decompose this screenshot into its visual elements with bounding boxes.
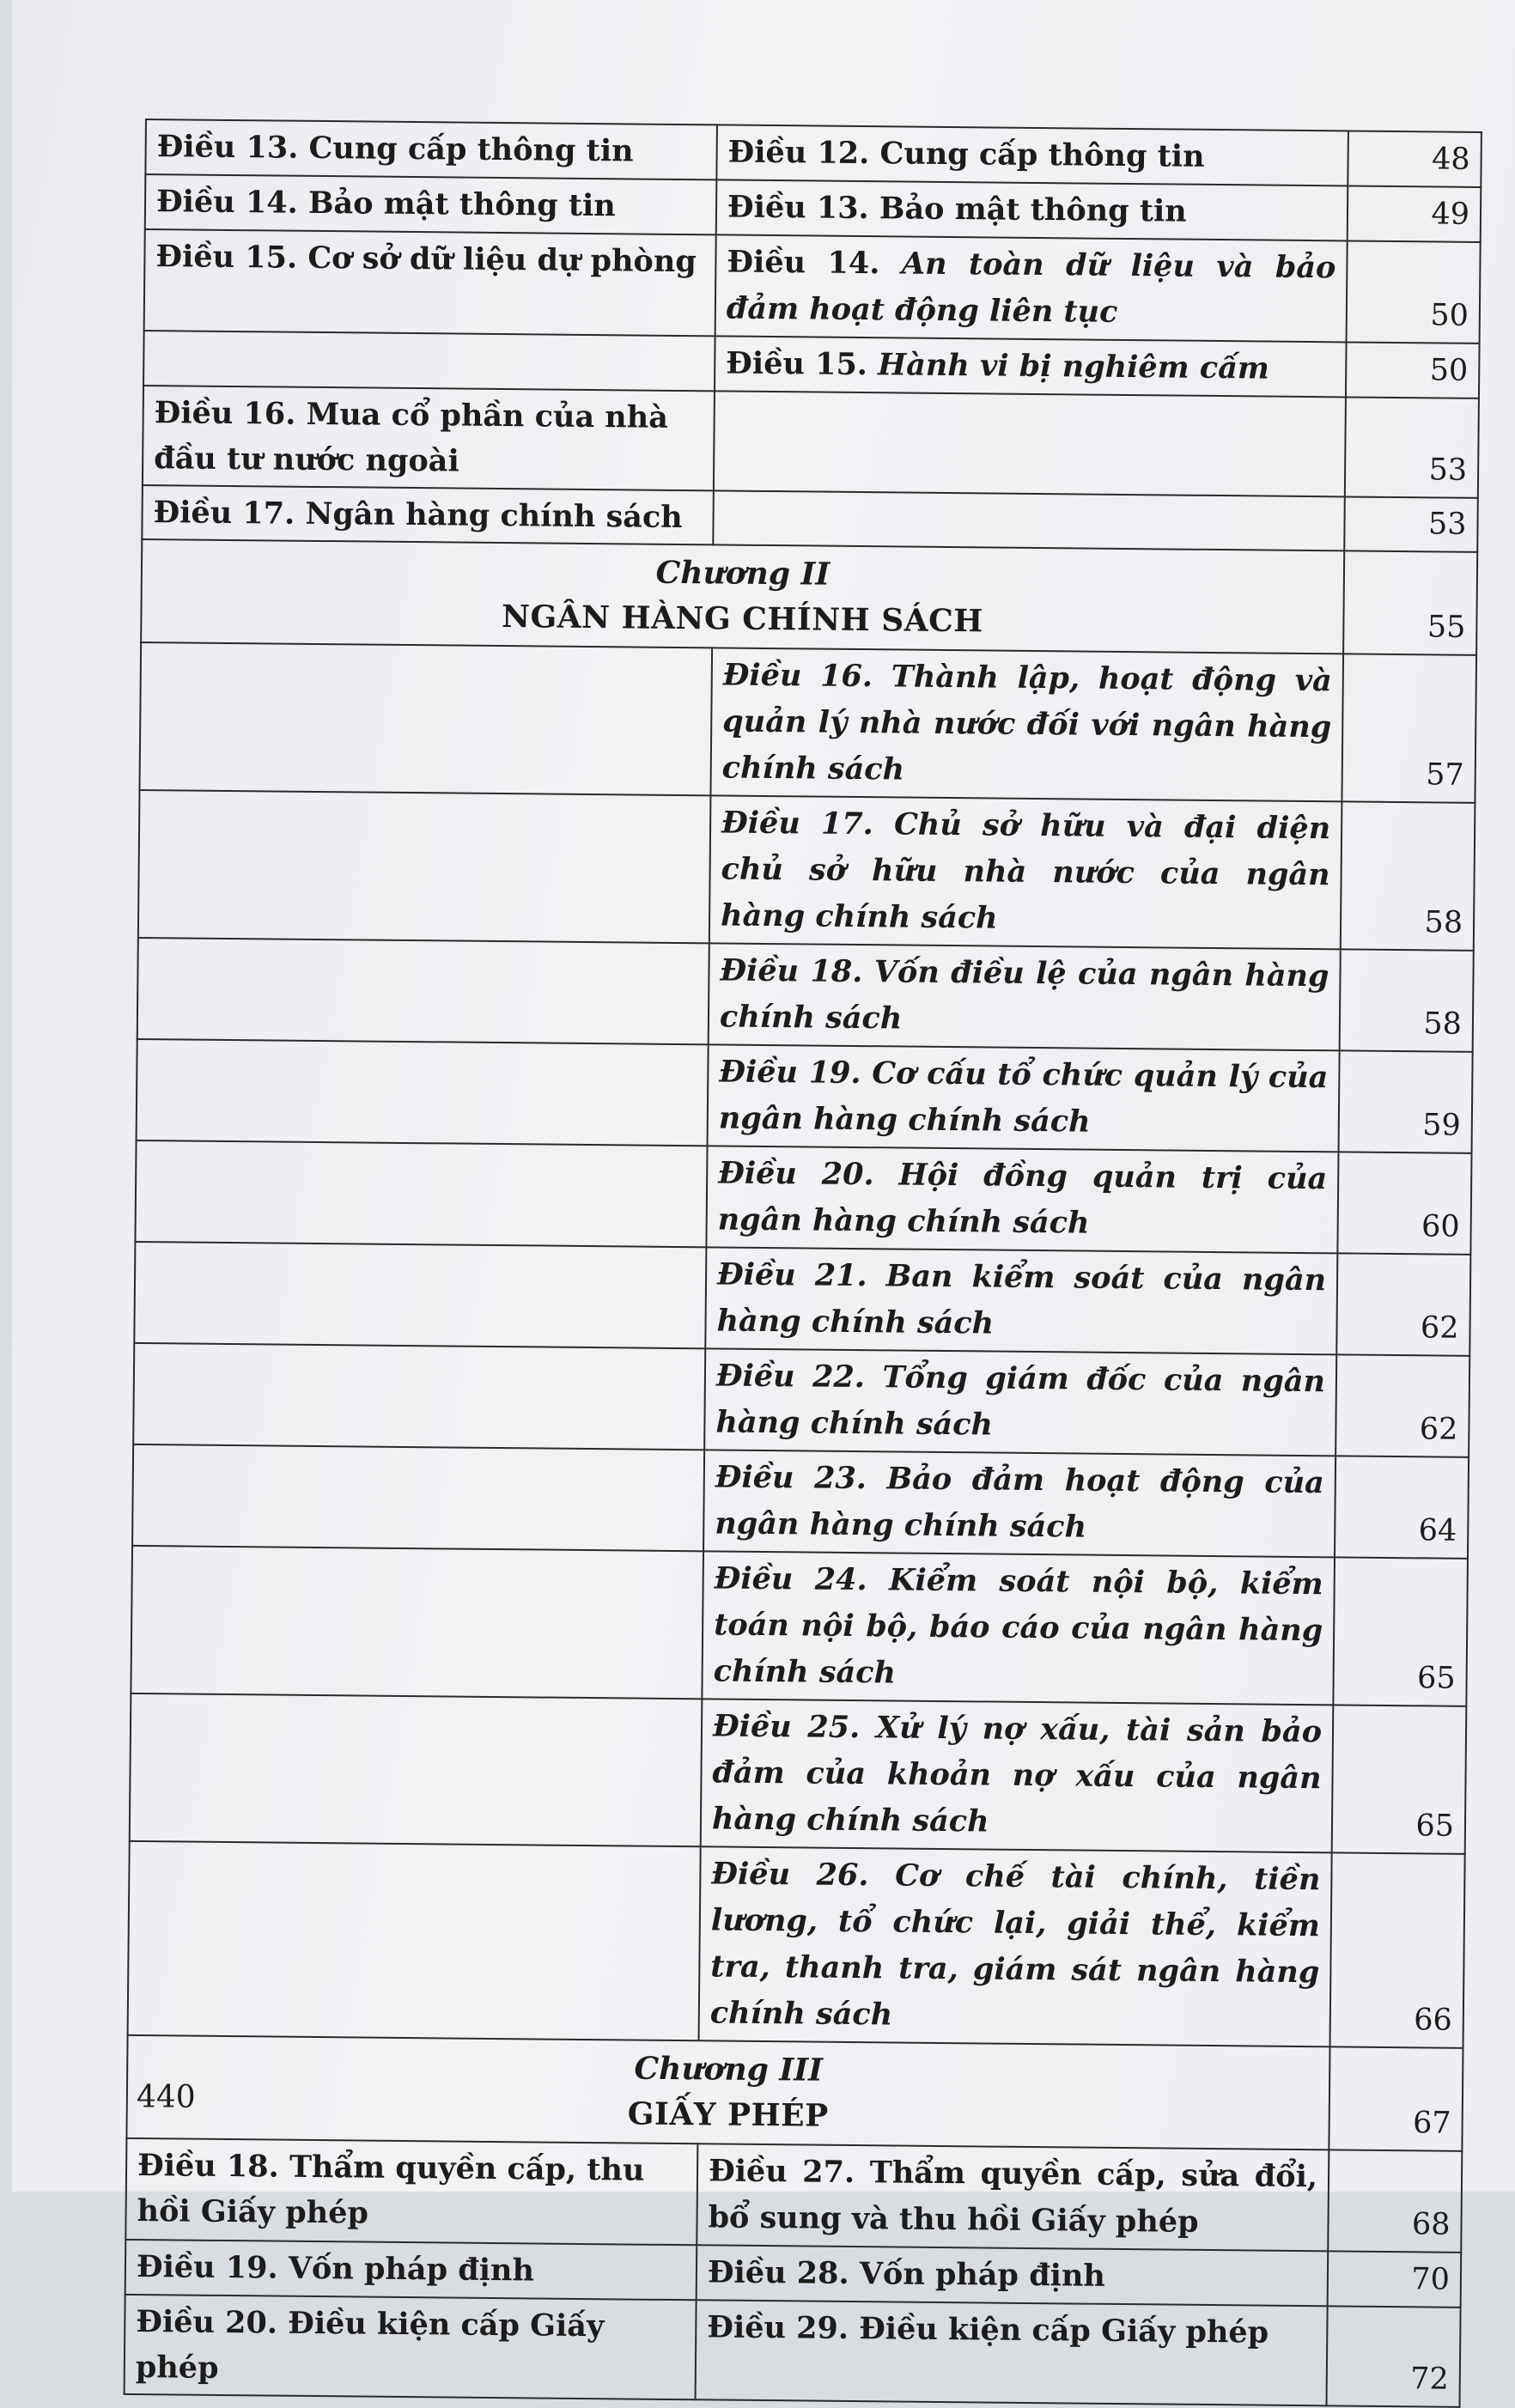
new-article: Điều 17. Chủ sở hữu và đại diện chủ sở hữu nhà nước của ngân hàng chính sách [709, 795, 1342, 949]
page-ref: 62 [1336, 1253, 1470, 1355]
table-row [144, 229, 1481, 344]
table-row [130, 1694, 1467, 1854]
page-ref: 67 [1329, 2046, 1463, 2150]
table-row [137, 1039, 1473, 1153]
new-article: Điều 25. Xử lý nợ xấu, tài sản bảo đảm của khoản nợ xấu của ngân hàng chính sách [701, 1699, 1334, 1852]
page-number: 440 [137, 2080, 196, 2115]
new-article: Điều 20. Hội đồng quản trị của ngân hàng chính sách [706, 1146, 1338, 1253]
page-ref: 59 [1339, 1050, 1473, 1152]
chapter-heading-row [141, 539, 1477, 655]
chapter-heading [141, 539, 1344, 654]
table-row [138, 790, 1475, 951]
page-ref: 58 [1340, 949, 1474, 1051]
table-row [125, 2138, 1462, 2253]
new-article: Điều 12. Cung cấp thông tin [716, 125, 1348, 185]
old-article: Điều 13. Cung cấp thông tin [145, 119, 717, 179]
old-article: Điều 15. Cơ sở dữ liệu dự phòng [144, 229, 716, 336]
table-row [139, 642, 1476, 803]
page-ref: 62 [1336, 1354, 1469, 1456]
document-page [12, 0, 1515, 2397]
page-ref: 53 [1344, 496, 1478, 551]
old-article [143, 331, 715, 391]
new-article: Điều 23. Bảo đảm hoạt động của ngân hàng chính sách [703, 1450, 1336, 1557]
old-article: Điều 17. Ngân hàng chính sách [142, 485, 714, 544]
old-article: Điều 14. Bảo mật thông tin [145, 174, 717, 234]
page-ref: 68 [1328, 2150, 1462, 2252]
page-ref: 65 [1333, 1557, 1468, 1706]
new-article: Điều 13. Bảo mật thông tin [716, 179, 1348, 240]
new-article: Điều 18. Vốn điều lệ của ngân hàng chính sách [709, 943, 1341, 1050]
page-ref: 48 [1348, 131, 1482, 186]
new-article: Điều 28. Vốn pháp định [697, 2245, 1329, 2306]
new-article [714, 391, 1346, 496]
table-row [133, 1343, 1469, 1457]
page-ref: 49 [1348, 185, 1482, 241]
page-ref: 64 [1335, 1456, 1469, 1558]
table-row [131, 1546, 1468, 1706]
new-article [713, 490, 1345, 550]
chapter-title: GIẤY PHÉP [627, 2095, 829, 2134]
page-ref: 53 [1345, 397, 1479, 497]
chapter-heading [126, 2035, 1329, 2150]
chapter-label: Chương III [634, 2050, 824, 2089]
table-of-contents [124, 119, 1482, 2408]
table-row [128, 1841, 1465, 2048]
page-ref: 72 [1326, 2306, 1460, 2406]
chapter-label: Chương II [655, 554, 831, 593]
table-row [132, 1444, 1469, 1559]
new-article: Điều 22. Tổng giám đốc của ngân hàng chính sách [704, 1348, 1336, 1456]
old-article: Điều 16. Mua cổ phần của nhà đầu tư nước ngoài [143, 386, 715, 490]
page-ref: 50 [1346, 342, 1480, 398]
new-article: Điều 15. Hành vi bị nghiêm cấm [715, 336, 1347, 397]
table-row [135, 1140, 1471, 1255]
new-article: Điều 26. Cơ chế tài chính, tiền lương, tổ chức lại, giải thể, kiểm tra, thanh tra, giám sát ngân hàng chính sách [699, 1846, 1332, 2046]
page-ref: 70 [1328, 2251, 1462, 2307]
new-article: Điều 16. Thành lập, hoạt động và quản lý nhà nước đối với ngân hàng chính sách [710, 648, 1343, 801]
page-ref: 58 [1341, 801, 1475, 950]
new-article: Điều 21. Ban kiểm soát của ngân hàng chính sách [705, 1247, 1337, 1354]
new-article: Điều 14. An toàn dữ liệu và bảo đảm hoạt động liên tục [715, 234, 1348, 342]
table-row [143, 386, 1479, 498]
page-ref: 65 [1332, 1705, 1467, 1853]
old-article: Điều 18. Thẩm quyền cấp, thu hồi Giấy phép [125, 2138, 697, 2245]
new-article: Điều 24. Kiểm soát nội bộ, kiểm toán nội bộ, báo cáo của ngân hàng chính sách [702, 1551, 1335, 1705]
new-article: Điều 29. Điều kiện cấp Giấy phép [696, 2300, 1328, 2405]
table-row [125, 2295, 1461, 2407]
page-ref: 55 [1343, 550, 1477, 654]
new-article: Điều 19. Cơ cấu tổ chức quản lý của ngân hàng chính sách [708, 1044, 1340, 1152]
chapter-heading-row [126, 2035, 1463, 2151]
old-article: Điều 19. Vốn pháp định [125, 2240, 697, 2300]
page-ref: 57 [1342, 654, 1476, 802]
page-ref: 50 [1347, 240, 1481, 343]
table-row [134, 1242, 1470, 1356]
page-ref: 66 [1330, 1852, 1465, 2047]
old-article: Điều 20. Điều kiện cấp Giấy phép [125, 2295, 697, 2399]
page-ref: 60 [1337, 1152, 1471, 1254]
new-article: Điều 27. Thẩm quyền cấp, sửa đổi, bổ sung và thu hồi Giấy phép [697, 2143, 1329, 2251]
table-row [137, 938, 1474, 1052]
chapter-title: NGÂN HÀNG CHÍNH SÁCH [501, 599, 983, 640]
